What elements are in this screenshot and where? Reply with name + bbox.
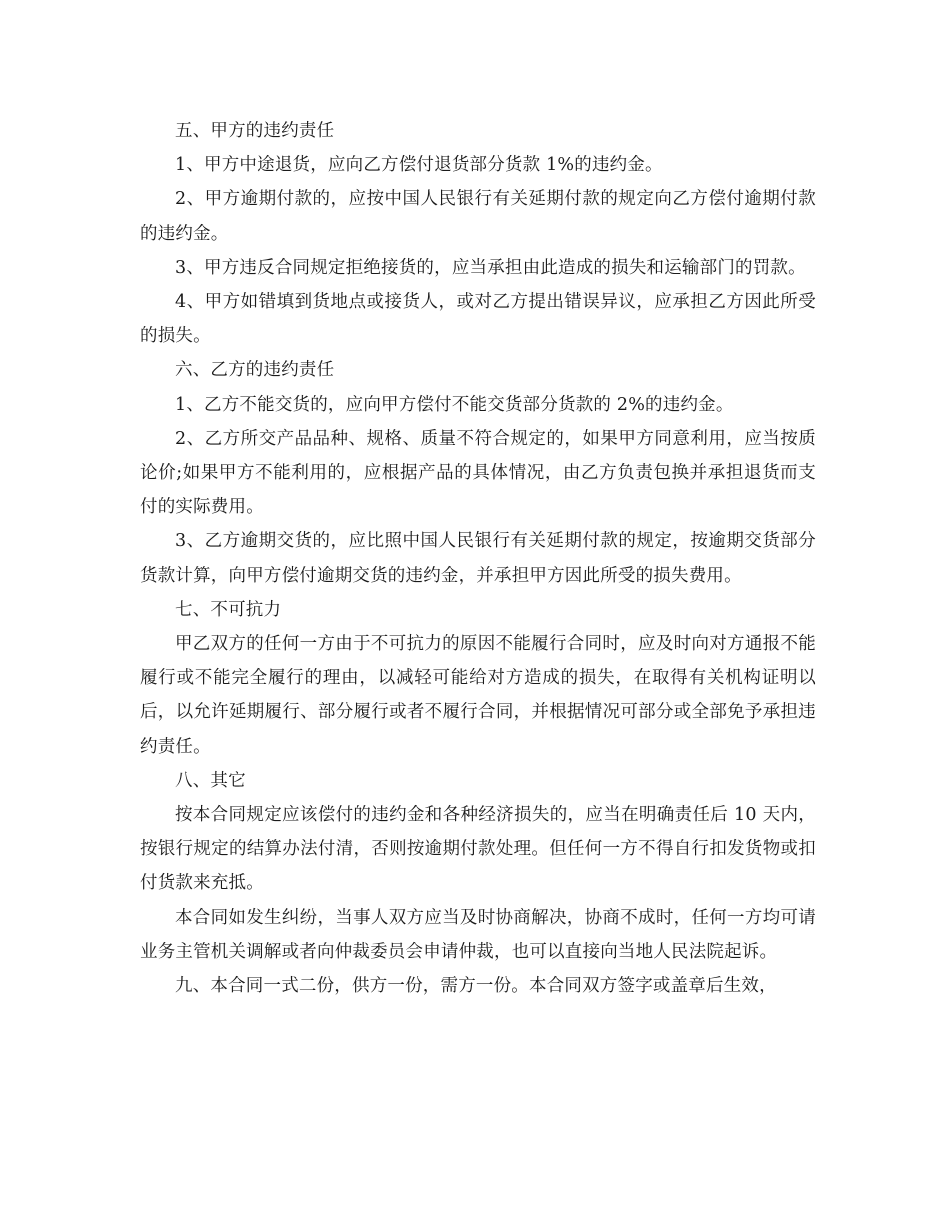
- clause-6-3: 3、乙方逾期交货的，应比照中国人民银行有关延期付款的规定，按逾期交货部分货款计算，向甲方偿付逾期交货的违约金，并承担甲方因此所受的损失费用。: [140, 531, 816, 586]
- clause-5-4: 4、甲方如错填到货地点或接货人，或对乙方提出错误异议，应承担乙方因此所受的损失。: [140, 292, 816, 347]
- clause-5-3: 3、甲方违反合同规定拒绝接货的，应当承担由此造成的损失和运输部门的罚款。: [175, 257, 806, 278]
- section-heading-9: 九、本合同一式二份，供方一份，需方一份。本合同双方签字或盖章后生效，: [175, 976, 777, 997]
- clause-6-1: 1、乙方不能交货的，应向甲方偿付不能交货部分货款的 2%的违约金。: [175, 394, 734, 415]
- section-heading-6: 六、乙方的违约责任: [175, 360, 335, 381]
- section-heading-5: 五、甲方的违约责任: [175, 121, 335, 141]
- clause-5-1: 1、甲方中途退货，应向乙方偿付退货部分货款 1%的违约金。: [175, 155, 663, 176]
- clause-7-body: 甲乙双方的任何一方由于不可抗力的原因不能履行合同时，应及时向对方通报不能履行或不能完全履行的理由，以减轻可能给对方造成的损失，在取得有关机构证明以后，以允许延期履行、部分履行或者不履行合同，并根据情况可部分或全部免予承担违约责任。: [140, 634, 816, 757]
- clause-5-2: 2、甲方逾期付款的，应按中国人民银行有关延期付款的规定向乙方偿付逾期付款的违约金。: [140, 189, 816, 244]
- clause-8-dispute: 本合同如发生纠纷，当事人双方应当及时协商解决，协商不成时，任何一方均可请业务主管机关调解或者向仲裁委员会申请仲裁，也可以直接向当地人民法院起诉。: [140, 907, 816, 962]
- section-heading-7: 七、不可抗力: [175, 599, 282, 620]
- section-heading-8: 八、其它: [175, 770, 246, 791]
- clause-6-2: 2、乙方所交产品品种、规格、质量不符合规定的，如果甲方同意利用，应当按质论价;如果甲方不能利用的，应根据产品的具体情况，由乙方负责包换并承担退货而支付的实际费用。: [140, 428, 816, 518]
- document-body: [140, 114, 816, 1003]
- clause-8-payment: 按本合同规定应该偿付的违约金和各种经济损失的，应当在明确责任后 10 天内，按银行规定的结算办法付清，否则按逾期付款处理。但任何一方不得自行扣发货物或扣付货款来充抵。: [140, 805, 816, 894]
